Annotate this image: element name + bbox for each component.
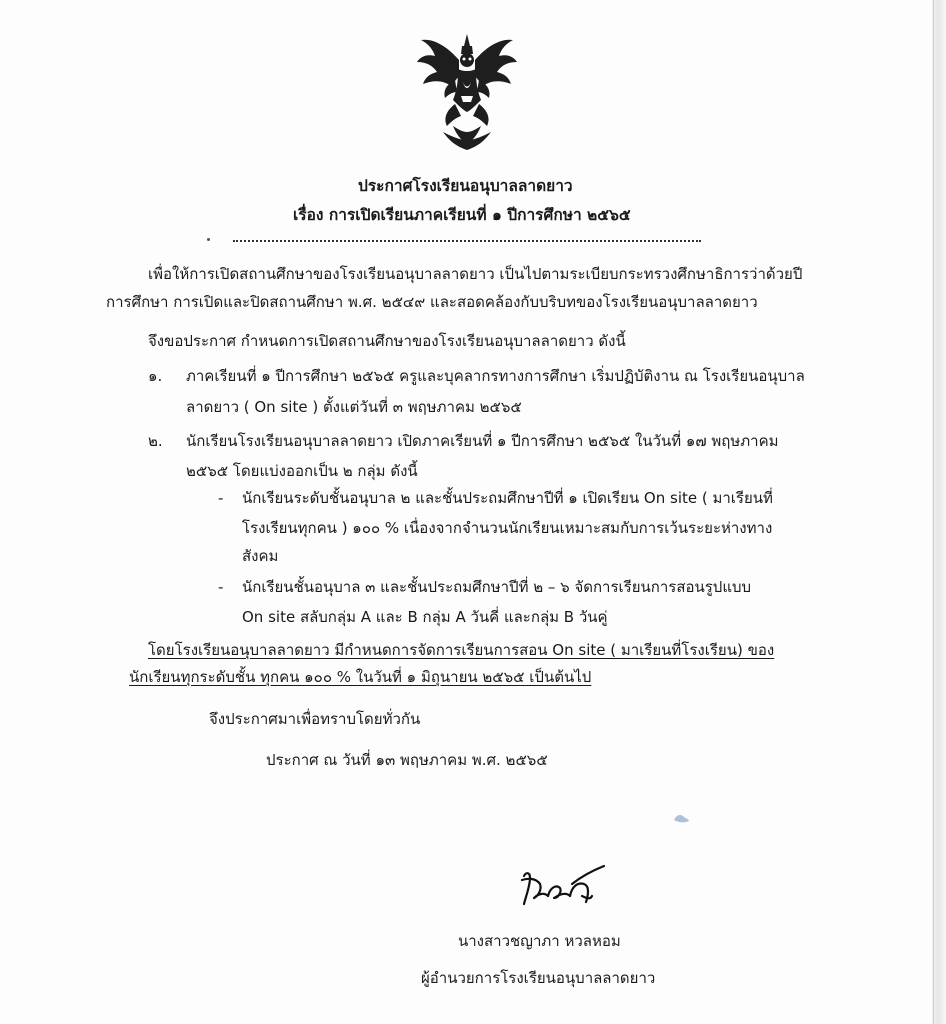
emphasis-line-2: นักเรียนทุกระดับชั้น ทุกคน ๑๐๐ % ในวันที่ ๑ มิถุนายน ๒๕๖๕ เป็นต้นไป <box>129 668 592 686</box>
item-1-line-1: ภาคเรียนที่ ๑ ปีการศึกษา ๒๕๖๕ ครูและบุคลากรทางการศึกษา เริ่มปฏิบัติงาน ณ โรงเรียนอนุบาล <box>186 367 805 385</box>
item-2-line-1: นักเรียนโรงเรียนอนุบาลลาดยาว เปิดภาคเรียนที่ ๑ ปีการศึกษา ๒๕๖๕ ในวันที่ ๑๗ พฤษภาคม <box>186 432 779 450</box>
garuda-emblem <box>413 32 521 152</box>
announcement-title: ประกาศโรงเรียนอนุบาลลาดยาว <box>358 177 573 195</box>
stray-ink-dot <box>207 238 210 241</box>
closing-line: จึงประกาศมาเพื่อทราบโดยทั่วกัน <box>209 710 421 728</box>
page-edge-line <box>933 0 934 1024</box>
subitem-1-line-3: สังคม <box>242 547 279 565</box>
item-1-number: ๑. <box>148 367 163 385</box>
signer-name: นางสาวชญาภา หวลหอม <box>458 932 621 950</box>
subitem-2-line-1: นักเรียนชั้นอนุบาล ๓ และชั้นประถมศึกษาปีที่ ๒ – ๖ จัดการเรียนการสอนรูปแบบ <box>242 578 752 596</box>
page-edge-shadow <box>932 0 946 1024</box>
signature <box>516 862 608 910</box>
item-2-number: ๒. <box>148 432 163 450</box>
announcement-subject: เรื่อง การเปิดเรียนภาคเรียนที่ ๑ ปีการศึกษา ๒๕๖๕ <box>293 206 631 224</box>
ink-smudge <box>672 812 690 824</box>
date-line: ประกาศ ณ วันที่ ๑๓ พฤษภาคม พ.ศ. ๒๕๖๕ <box>266 751 548 769</box>
subitem-2-bullet: - <box>218 578 224 596</box>
item-1-line-2: ลาดยาว ( On site ) ตั้งแต่วันที่ ๓ พฤษภาคม ๒๕๖๕ <box>186 398 522 416</box>
subitem-1-line-1: นักเรียนระดับชั้นอนุบาล ๒ และชั้นประถมศึกษาปีที่ ๑ เปิดเรียน On site ( มาเรียนที่ <box>242 489 773 507</box>
dotted-divider <box>233 240 701 242</box>
signer-position: ผู้อำนวยการโรงเรียนอนุบาลลาดยาว <box>421 969 656 987</box>
intro-line-1: เพื่อให้การเปิดสถานศึกษาของโรงเรียนอนุบาลลาดยาว เป็นไปตามระเบียบกระทรวงศึกษาธิการว่าด้วยปี <box>148 265 803 283</box>
announce-line: จึงขอประกาศ กำหนดการเปิดสถานศึกษาของโรงเรียนอนุบาลลาดยาว ดังนี้ <box>148 332 626 350</box>
item-2-line-2: ๒๕๖๕ โดยแบ่งออกเป็น ๒ กลุ่ม ดังนี้ <box>186 462 418 480</box>
subitem-1-line-2: โรงเรียนทุกคน ) ๑๐๐ % เนื่องจากจำนวนนักเรียนเหมาะสมกับการเว้นระยะห่างทาง <box>242 519 773 537</box>
subitem-1-bullet: - <box>218 489 224 507</box>
intro-line-2: การศึกษา การเปิดและปิดสถานศึกษา พ.ศ. ๒๕๔๙ และสอดคล้องกับบริบทของโรงเรียนอนุบาลลาดยาว <box>106 293 758 311</box>
subitem-2-line-2: On site สลับกลุ่ม A และ B กลุ่ม A วันคี่ และกลุ่ม B วันคู่ <box>242 608 608 626</box>
emphasis-line-1: โดยโรงเรียนอนุบาลลาดยาว มีกำหนดการจัดการเรียนการสอน On site ( มาเรียนที่โรงเรียน) ของ <box>148 641 775 659</box>
